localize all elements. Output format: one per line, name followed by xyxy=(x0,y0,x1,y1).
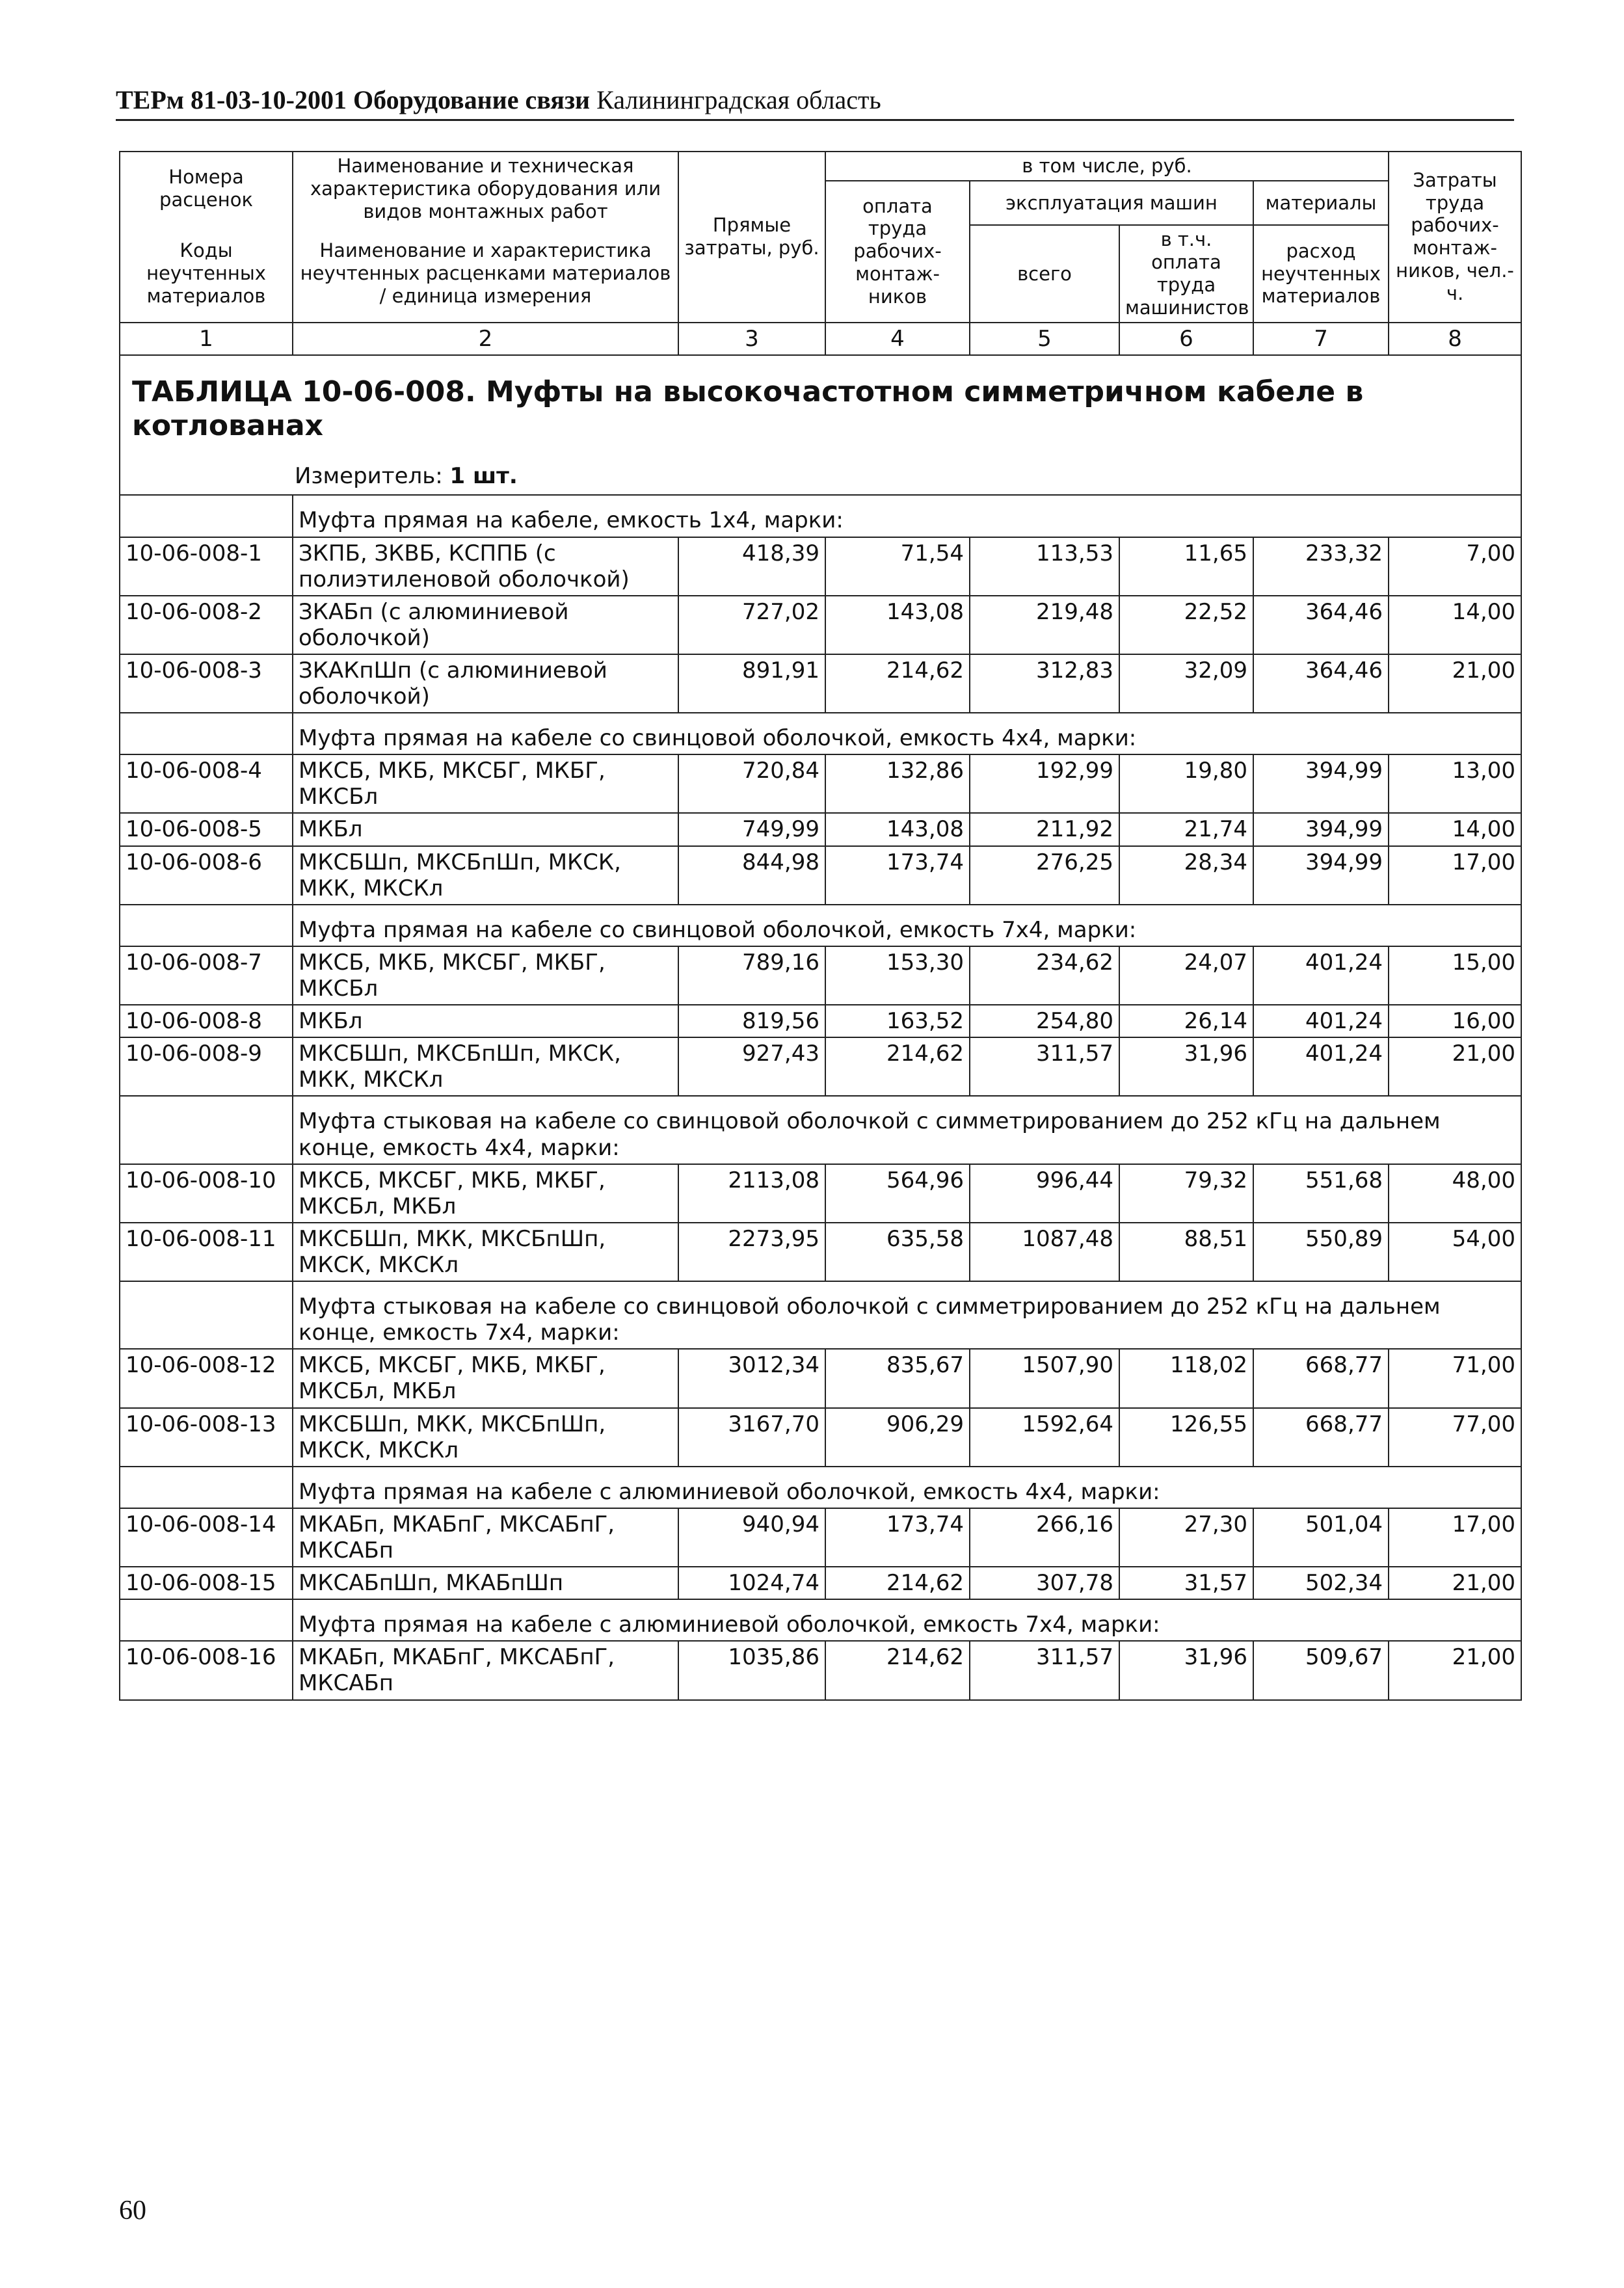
col-machine-operation: эксплуатация машин xyxy=(970,181,1253,226)
rate-machines: 234,62 xyxy=(970,946,1119,1005)
rate-labor: 214,62 xyxy=(825,1037,970,1096)
col-labor-pay: оплата труда рабочих-монтаж-ников xyxy=(825,181,970,323)
rate-hours: 77,00 xyxy=(1389,1408,1521,1467)
rate-machinists: 88,51 xyxy=(1119,1223,1253,1281)
rate-hours: 71,00 xyxy=(1389,1349,1521,1407)
rate-code: 10-06-008-10 xyxy=(120,1164,293,1223)
rate-materials: 364,46 xyxy=(1253,654,1389,713)
rate-direct: 927,43 xyxy=(678,1037,825,1096)
rate-labor: 173,74 xyxy=(825,846,970,905)
table-unit xyxy=(295,463,1509,489)
rate-machinists: 28,34 xyxy=(1119,846,1253,905)
table-caption-row xyxy=(120,355,1521,496)
col-including: в том числе, руб. xyxy=(825,152,1389,181)
col-name-materials: Наименование и характеристика неучтенных расценками материалов / единица измерения xyxy=(293,225,678,322)
rate-direct: 749,99 xyxy=(678,813,825,845)
table-title: ТАБЛИЦА 10-06-008. Муфты на высокочастотном симметричном кабеле в котлованах xyxy=(132,375,1364,443)
rate-name: ЗКАКпШп (с алюминиевой оболочкой) xyxy=(293,654,678,713)
rate-machines: 211,92 xyxy=(970,813,1119,845)
rate-direct: 2113,08 xyxy=(678,1164,825,1223)
rate-name: МКСБ, МКСБГ, МКБ, МКБГ, МКСБл, МКБл xyxy=(293,1164,678,1223)
table-row xyxy=(120,846,1521,905)
rate-labor: 214,62 xyxy=(825,1567,970,1599)
table-row xyxy=(120,1567,1521,1599)
rate-materials: 364,46 xyxy=(1253,596,1389,654)
rate-name: МКСБ, МКБ, МКСБГ, МКБГ, МКСБл xyxy=(293,946,678,1005)
rate-machines: 254,80 xyxy=(970,1005,1119,1037)
rate-name: МКСБШп, МКСБпШп, МКСК, МКК, МКСКл xyxy=(293,1037,678,1096)
rate-code: 10-06-008-8 xyxy=(120,1005,293,1037)
rate-direct: 3012,34 xyxy=(678,1349,825,1407)
rate-hours: 7,00 xyxy=(1389,537,1521,596)
column-number: 6 xyxy=(1119,323,1253,355)
rate-machines: 113,53 xyxy=(970,537,1119,596)
rate-materials: 550,89 xyxy=(1253,1223,1389,1281)
group-header-row xyxy=(120,1281,1521,1349)
rate-code: 10-06-008-3 xyxy=(120,654,293,713)
column-numbers-row xyxy=(120,323,1521,355)
col-material-consumption: расход неучтенных материалов xyxy=(1253,225,1389,322)
rate-machines: 219,48 xyxy=(970,596,1119,654)
rate-machinists: 79,32 xyxy=(1119,1164,1253,1223)
column-number: 8 xyxy=(1389,323,1521,355)
rate-hours: 14,00 xyxy=(1389,813,1521,845)
rate-materials: 401,24 xyxy=(1253,1005,1389,1037)
rate-materials: 509,67 xyxy=(1253,1641,1389,1699)
table-row xyxy=(120,1164,1521,1223)
rate-materials: 501,04 xyxy=(1253,1508,1389,1567)
rates-table xyxy=(119,151,1522,1701)
rate-materials: 502,34 xyxy=(1253,1567,1389,1599)
col-rate-number: Номера расценок xyxy=(120,152,293,225)
rate-code: 10-06-008-16 xyxy=(120,1641,293,1699)
rate-direct: 789,16 xyxy=(678,946,825,1005)
group-header-row xyxy=(120,905,1521,946)
group-code-cell xyxy=(120,1281,293,1349)
rate-labor: 143,08 xyxy=(825,813,970,845)
rate-machinists: 31,96 xyxy=(1119,1641,1253,1699)
rate-code: 10-06-008-5 xyxy=(120,813,293,845)
table-row xyxy=(120,537,1521,596)
rate-hours: 21,00 xyxy=(1389,1567,1521,1599)
rate-name: МКСАБпШп, МКАБпШп xyxy=(293,1567,678,1599)
group-code-cell xyxy=(120,1467,293,1508)
unit-label: Измеритель: xyxy=(295,463,443,490)
page-header xyxy=(116,85,1514,121)
rate-code: 10-06-008-14 xyxy=(120,1508,293,1567)
group-title: Муфта прямая на кабеле с алюминиевой оболочкой, емкость 4х4, марки: xyxy=(293,1467,1521,1508)
rate-machines: 266,16 xyxy=(970,1508,1119,1567)
rate-machinists: 26,14 xyxy=(1119,1005,1253,1037)
group-header-row xyxy=(120,495,1521,537)
rate-hours: 17,00 xyxy=(1389,1508,1521,1567)
rate-labor: 635,58 xyxy=(825,1223,970,1281)
group-title: Муфта прямая на кабеле со свинцовой оболочкой, емкость 4х4, марки: xyxy=(293,713,1521,754)
rate-machines: 276,25 xyxy=(970,846,1119,905)
table-row xyxy=(120,1223,1521,1281)
rate-machinists: 32,09 xyxy=(1119,654,1253,713)
rate-direct: 819,56 xyxy=(678,1005,825,1037)
rate-machinists: 31,96 xyxy=(1119,1037,1253,1096)
rate-hours: 13,00 xyxy=(1389,754,1521,813)
column-number: 4 xyxy=(825,323,970,355)
rate-direct: 720,84 xyxy=(678,754,825,813)
table-row xyxy=(120,813,1521,845)
rate-labor: 564,96 xyxy=(825,1164,970,1223)
document-region: Калининградская область xyxy=(596,85,881,114)
group-header-row xyxy=(120,1599,1521,1641)
column-number: 7 xyxy=(1253,323,1389,355)
col-machinist-pay: в т.ч. оплата труда машинистов xyxy=(1119,225,1253,322)
rate-hours: 21,00 xyxy=(1389,654,1521,713)
rate-direct: 844,98 xyxy=(678,846,825,905)
rate-machines: 311,57 xyxy=(970,1641,1119,1699)
rate-materials: 394,99 xyxy=(1253,846,1389,905)
rate-machines: 312,83 xyxy=(970,654,1119,713)
rate-name: МКСБШп, МКК, МКСБпШп, МКСК, МКСКл xyxy=(293,1223,678,1281)
rate-materials: 401,24 xyxy=(1253,1037,1389,1096)
rate-machinists: 118,02 xyxy=(1119,1349,1253,1407)
group-header-row xyxy=(120,713,1521,754)
group-code-cell xyxy=(120,1599,293,1641)
rate-direct: 3167,70 xyxy=(678,1408,825,1467)
group-title: Муфта стыковая на кабеле со свинцовой оболочкой с симметрированием до 252 кГц на дальнем конце, емкость 7х4, марки: xyxy=(293,1281,1521,1349)
group-title: Муфта стыковая на кабеле со свинцовой оболочкой с симметрированием до 252 кГц на дальнем конце, емкость 4х4, марки: xyxy=(293,1096,1521,1164)
group-code-cell xyxy=(120,1096,293,1164)
rate-materials: 394,99 xyxy=(1253,754,1389,813)
rate-machinists: 126,55 xyxy=(1119,1408,1253,1467)
rate-machinists: 19,80 xyxy=(1119,754,1253,813)
rate-machines: 1592,64 xyxy=(970,1408,1119,1467)
table-row xyxy=(120,754,1521,813)
col-codes-materials: Коды неучтенных материалов xyxy=(120,225,293,322)
rate-labor: 835,67 xyxy=(825,1349,970,1407)
table-row xyxy=(120,654,1521,713)
document-title: Оборудование связи xyxy=(353,85,591,114)
rate-code: 10-06-008-15 xyxy=(120,1567,293,1599)
rate-labor: 153,30 xyxy=(825,946,970,1005)
rate-hours: 21,00 xyxy=(1389,1037,1521,1096)
rate-direct: 727,02 xyxy=(678,596,825,654)
rate-machines: 1087,48 xyxy=(970,1223,1119,1281)
page-number: 60 xyxy=(119,2196,146,2226)
table-row xyxy=(120,1037,1521,1096)
table-row xyxy=(120,596,1521,654)
rate-hours: 15,00 xyxy=(1389,946,1521,1005)
rate-hours: 17,00 xyxy=(1389,846,1521,905)
rate-hours: 14,00 xyxy=(1389,596,1521,654)
rate-labor: 906,29 xyxy=(825,1408,970,1467)
rate-machinists: 11,65 xyxy=(1119,537,1253,596)
rate-machinists: 22,52 xyxy=(1119,596,1253,654)
rate-machinists: 21,74 xyxy=(1119,813,1253,845)
rate-name: МКБл xyxy=(293,1005,678,1037)
rate-materials: 394,99 xyxy=(1253,813,1389,845)
group-title: Муфта прямая на кабеле, емкость 1х4, марки: xyxy=(293,495,1521,537)
rate-code: 10-06-008-12 xyxy=(120,1349,293,1407)
column-number: 3 xyxy=(678,323,825,355)
rate-name: ЗКАБп (с алюминиевой оболочкой) xyxy=(293,596,678,654)
table-row xyxy=(120,1508,1521,1567)
rate-direct: 2273,95 xyxy=(678,1223,825,1281)
rate-code: 10-06-008-11 xyxy=(120,1223,293,1281)
rate-materials: 668,77 xyxy=(1253,1408,1389,1467)
rate-machines: 192,99 xyxy=(970,754,1119,813)
rate-labor: 163,52 xyxy=(825,1005,970,1037)
group-code-cell xyxy=(120,713,293,754)
rate-labor: 173,74 xyxy=(825,1508,970,1567)
group-title: Муфта прямая на кабеле со свинцовой оболочкой, емкость 7х4, марки: xyxy=(293,905,1521,946)
rate-labor: 214,62 xyxy=(825,1641,970,1699)
rate-materials: 233,32 xyxy=(1253,537,1389,596)
rate-labor: 132,86 xyxy=(825,754,970,813)
rate-labor: 214,62 xyxy=(825,654,970,713)
rate-hours: 21,00 xyxy=(1389,1641,1521,1699)
rate-code: 10-06-008-1 xyxy=(120,537,293,596)
rate-code: 10-06-008-2 xyxy=(120,596,293,654)
rate-materials: 551,68 xyxy=(1253,1164,1389,1223)
rate-machines: 996,44 xyxy=(970,1164,1119,1223)
rate-name: МКСБШп, МКК, МКСБпШп, МКСК, МКСКл xyxy=(293,1408,678,1467)
column-number: 1 xyxy=(120,323,293,355)
table-row xyxy=(120,1408,1521,1467)
rate-name: МКАБп, МКАБпГ, МКСАБпГ, МКСАБп xyxy=(293,1641,678,1699)
group-code-cell xyxy=(120,495,293,537)
rate-machines: 307,78 xyxy=(970,1567,1119,1599)
rate-code: 10-06-008-4 xyxy=(120,754,293,813)
group-code-cell xyxy=(120,905,293,946)
rate-hours: 48,00 xyxy=(1389,1164,1521,1223)
rate-name: МКСБШп, МКСБпШп, МКСК, МКК, МКСКл xyxy=(293,846,678,905)
rate-materials: 401,24 xyxy=(1253,946,1389,1005)
document-code: ТЕРм 81-03-10-2001 xyxy=(116,85,347,114)
group-header-row xyxy=(120,1467,1521,1508)
unit-value: 1 шт. xyxy=(449,463,518,490)
col-direct-costs: Прямые затраты, руб. xyxy=(678,152,825,323)
rate-direct: 940,94 xyxy=(678,1508,825,1567)
rate-machinists: 27,30 xyxy=(1119,1508,1253,1567)
table-row xyxy=(120,1641,1521,1699)
rate-direct: 1035,86 xyxy=(678,1641,825,1699)
column-number: 2 xyxy=(293,323,678,355)
rate-code: 10-06-008-7 xyxy=(120,946,293,1005)
col-name-characteristics: Наименование и техническая характеристика оборудования или видов монтажных работ xyxy=(293,152,678,225)
table-caption xyxy=(120,355,1521,496)
table-row xyxy=(120,1005,1521,1037)
rate-code: 10-06-008-13 xyxy=(120,1408,293,1467)
rate-labor: 71,54 xyxy=(825,537,970,596)
rate-name: МКАБп, МКАБпГ, МКСАБпГ, МКСАБп xyxy=(293,1508,678,1567)
rate-code: 10-06-008-6 xyxy=(120,846,293,905)
rate-hours: 16,00 xyxy=(1389,1005,1521,1037)
table-row xyxy=(120,946,1521,1005)
rate-machinists: 31,57 xyxy=(1119,1567,1253,1599)
rate-name: МКСБ, МКБ, МКСБГ, МКБГ, МКСБл xyxy=(293,754,678,813)
col-materials: материалы xyxy=(1253,181,1389,226)
rate-name: ЗКПБ, ЗКВБ, КСППБ (с полиэтиленовой оболочкой) xyxy=(293,537,678,596)
table-body xyxy=(120,355,1521,1700)
table-row xyxy=(120,1349,1521,1407)
rate-machines: 1507,90 xyxy=(970,1349,1119,1407)
rate-code: 10-06-008-9 xyxy=(120,1037,293,1096)
col-machines-total: всего xyxy=(970,225,1119,322)
rate-direct: 418,39 xyxy=(678,537,825,596)
col-labor-costs: Затраты труда рабочих-монтаж-ников, чел.-ч. xyxy=(1389,152,1521,323)
rate-direct: 1024,74 xyxy=(678,1567,825,1599)
rate-name: МКБл xyxy=(293,813,678,845)
group-title: Муфта прямая на кабеле с алюминиевой оболочкой, емкость 7х4, марки: xyxy=(293,1599,1521,1641)
group-header-row xyxy=(120,1096,1521,1164)
rate-labor: 143,08 xyxy=(825,596,970,654)
rate-name: МКСБ, МКСБГ, МКБ, МКБГ, МКСБл, МКБл xyxy=(293,1349,678,1407)
rate-hours: 54,00 xyxy=(1389,1223,1521,1281)
rate-machines: 311,57 xyxy=(970,1037,1119,1096)
rate-direct: 891,91 xyxy=(678,654,825,713)
rate-machinists: 24,07 xyxy=(1119,946,1253,1005)
column-number: 5 xyxy=(970,323,1119,355)
rate-materials: 668,77 xyxy=(1253,1349,1389,1407)
